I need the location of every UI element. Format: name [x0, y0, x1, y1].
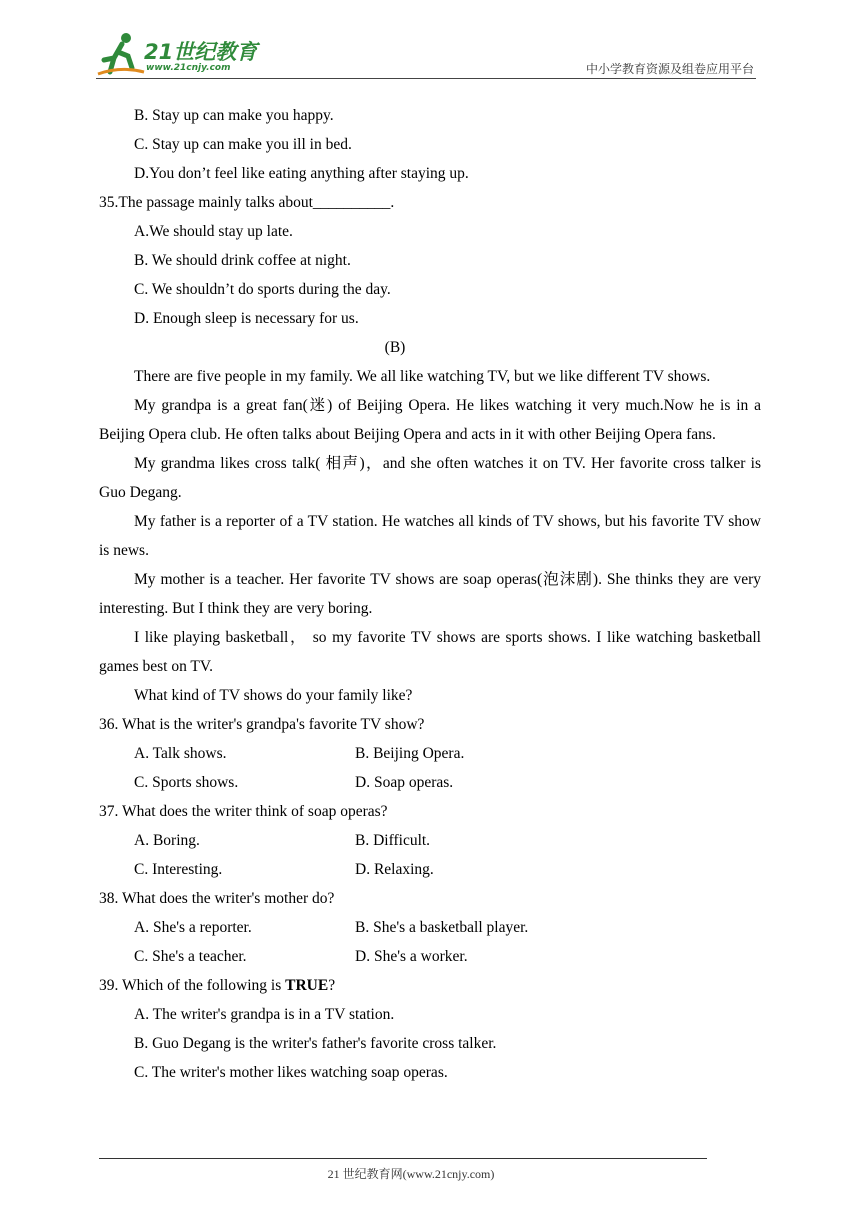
q39-option-a: A. The writer's grandpa is in a TV station.	[134, 1006, 395, 1023]
site-logo	[96, 30, 266, 78]
header-divider	[96, 78, 756, 79]
q36-option-d: D. Soap operas.	[355, 774, 454, 791]
q39-stem-end: ?	[328, 977, 336, 994]
q36-option-a: A. Talk shows.	[134, 745, 227, 762]
q35-option-c: C. We shouldn’t do sports during the day.	[134, 281, 391, 298]
footer-divider	[99, 1158, 707, 1159]
q35-stem: 35.The passage mainly talks about__________.	[99, 194, 395, 211]
q34-option-c: C. Stay up can make you ill in bed.	[134, 136, 352, 153]
q36-option-b: B. Beijing Opera.	[355, 745, 465, 762]
logo-url: www.21cnjy.com	[146, 63, 231, 73]
q34-option-b: B. Stay up can make you happy.	[134, 107, 334, 124]
header-slogan: 中小学教育资源及组卷应用平台	[585, 62, 754, 76]
q38-options-row-1	[99, 913, 761, 942]
q36-stem: 36. What is the writer's grandpa's favorite TV show?	[99, 716, 425, 733]
q37-options-row-1	[99, 826, 761, 855]
passage-paragraph-4: My father is a reporter of a TV station. He watches all kinds of TV shows, but his favorite TV show is news.	[99, 513, 761, 559]
section-label: (B)	[384, 339, 406, 356]
q35-option-b: B. We should drink coffee at night.	[134, 252, 351, 269]
runner-logo-icon	[96, 30, 146, 78]
q39-stem-emphasis: TRUE	[285, 977, 329, 994]
q39-option-c: C. The writer's mother likes watching soap operas.	[134, 1064, 448, 1081]
passage-paragraph-1: There are five people in my family. We all like watching TV, but we like different TV shows.	[134, 368, 711, 385]
q39-stem	[99, 971, 761, 1000]
q37-stem: 37. What does the writer think of soap operas?	[99, 803, 388, 820]
q35-option-d: D. Enough sleep is necessary for us.	[134, 310, 359, 327]
q38-options-row-2	[99, 942, 761, 971]
q35-option-a: A.We should stay up late.	[134, 223, 293, 240]
q38-option-d: D. She's a worker.	[355, 948, 468, 965]
q38-option-b: B. She's a basketball player.	[355, 919, 529, 936]
q37-options-row-2	[99, 855, 761, 884]
q37-option-c: C. Interesting.	[134, 861, 223, 878]
q36-option-c: C. Sports shows.	[134, 774, 239, 791]
page-header	[96, 30, 760, 80]
q38-stem: 38. What does the writer's mother do?	[99, 890, 335, 907]
q37-option-b: B. Difficult.	[355, 832, 431, 849]
q36-options-row-1	[99, 739, 761, 768]
passage-paragraph-3: My grandma likes cross talk( 相声)，and she often watches it on TV. Her favorite cross talker is Guo Degang.	[99, 455, 761, 501]
q36-options-row-2	[99, 768, 761, 797]
page-footer: 21 世纪教育网(www.21cnjy.com)	[327, 1167, 495, 1181]
q37-option-d: D. Relaxing.	[355, 861, 434, 878]
q39-option-b: B. Guo Degang is the writer's father's favorite cross talker.	[134, 1035, 497, 1052]
q34-option-d: D.You don’t feel like eating anything after staying up.	[134, 165, 469, 182]
passage-paragraph-7: What kind of TV shows do your family like?	[134, 687, 413, 704]
document-body	[99, 101, 761, 1087]
q37-option-a: A. Boring.	[134, 832, 200, 849]
passage-paragraph-5: My mother is a teacher. Her favorite TV shows are soap operas(泡沫剧). She thinks they are very interesting. But I think they are very boring.	[99, 571, 761, 617]
q39-stem-text: 39. Which of the following is	[99, 977, 286, 994]
logo-text: 21世纪教育	[144, 40, 258, 64]
passage-paragraph-6: I like playing basketball， so my favorite TV shows are sports shows. I like watching basketball games best on TV.	[99, 629, 761, 675]
q38-option-c: C. She's a teacher.	[134, 948, 247, 965]
passage-paragraph-2: My grandpa is a great fan(迷) of Beijing Opera. He likes watching it very much.Now he is in a Beijing Opera club. He often talks about Beijing Opera and acts in it with other Beijing Opera fans.	[99, 397, 761, 443]
q38-option-a: A. She's a reporter.	[134, 919, 252, 936]
